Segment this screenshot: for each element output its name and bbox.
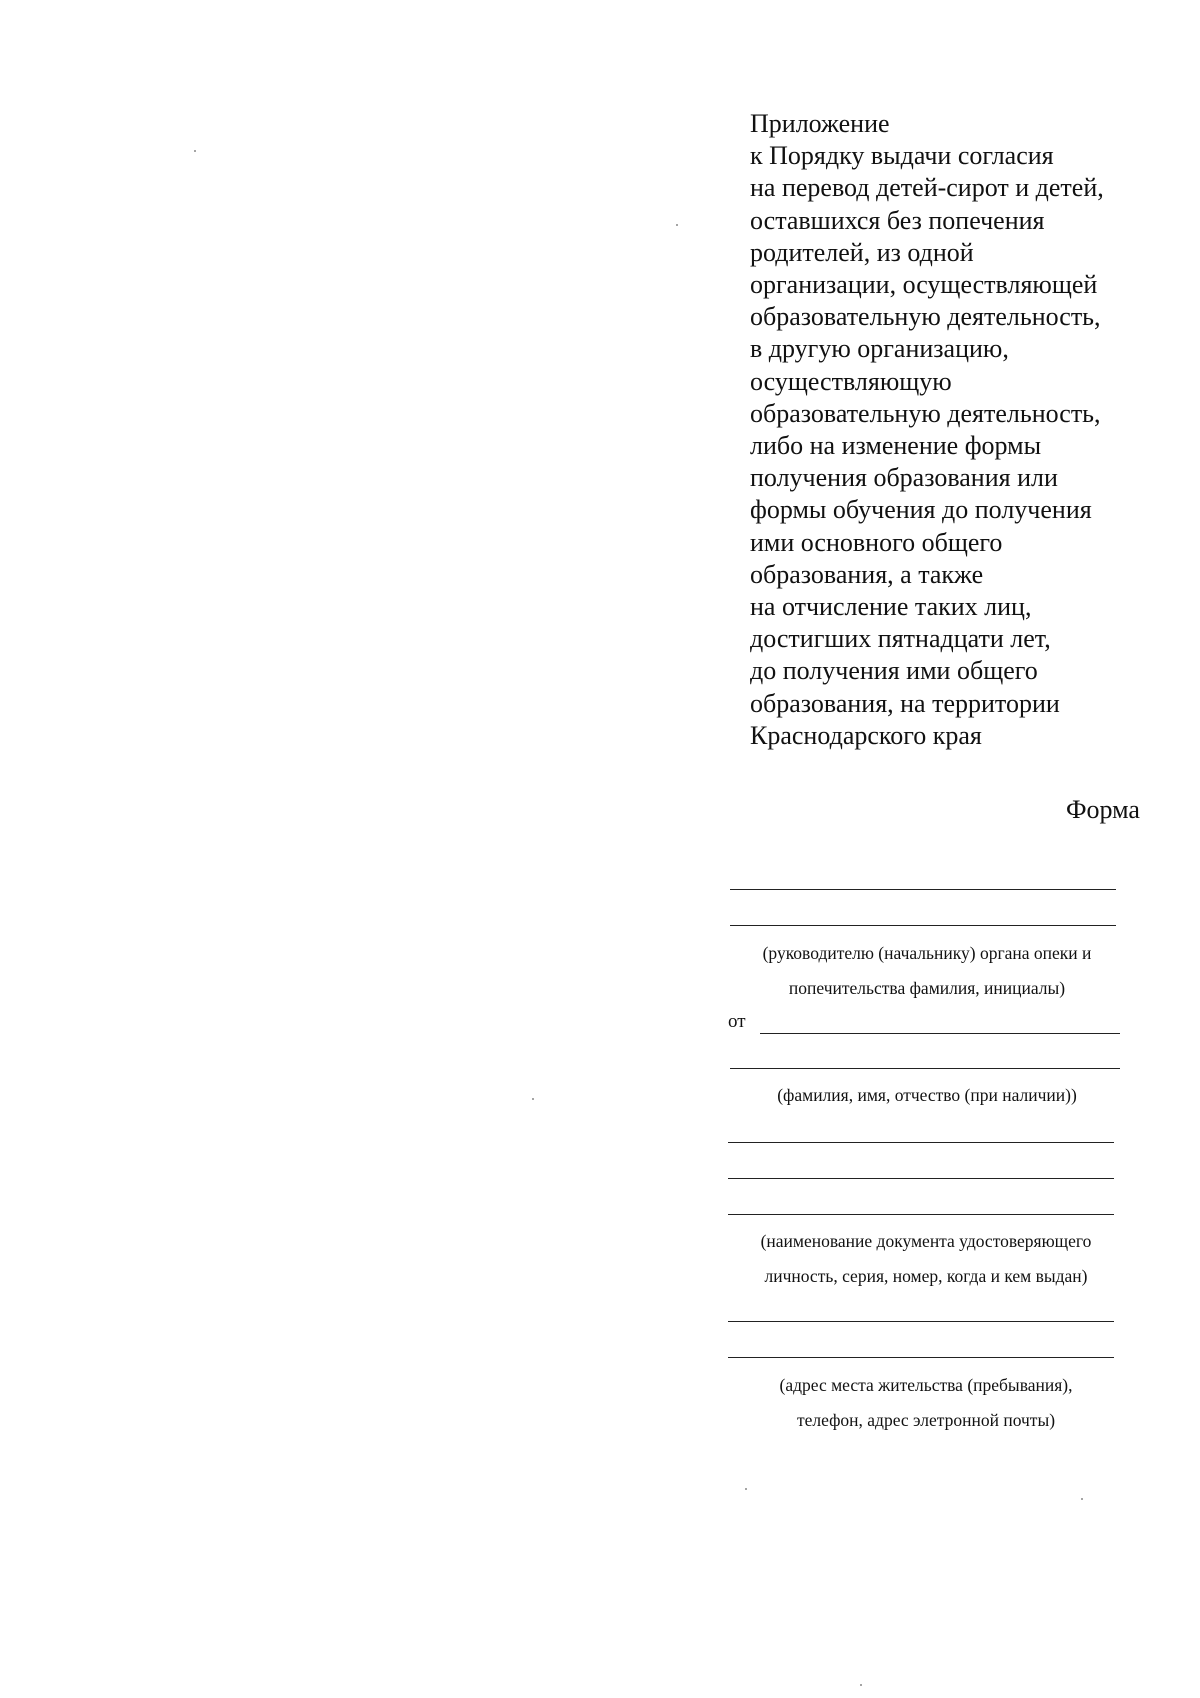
appendix-line: родителей, из одной [750,237,974,267]
from-fill-line[interactable] [730,1068,1120,1069]
address-fill-line[interactable] [728,1357,1114,1358]
scan-speck [745,1488,747,1490]
address-caption: (адрес места жительства (пребывания), [779,1375,1073,1395]
from-caption: (фамилия, имя, отчество (при наличии)) [777,1085,1077,1105]
appendix-line: в другую организацию, [750,334,1009,364]
recipient-caption: попечительства фамилия, инициалы) [788,978,1066,998]
appendix-line: получения образования или [750,463,1058,493]
recipient-caption: (руководителю (начальнику) органа опеки и [762,943,1092,963]
from-label: от [728,1011,746,1032]
scan-speck [676,224,678,226]
appendix-line: на отчисление таких лиц, [750,592,1032,622]
from-fill-line[interactable] [760,1033,1120,1034]
identity-doc-caption: личность, серия, номер, когда и кем выдан) [764,1266,1088,1286]
form-label: Форма [1066,795,1140,824]
scan-speck [532,1098,534,1100]
address-caption: телефон, адрес элетронной почты) [796,1410,1056,1430]
appendix-line: оставшихся без попечения [750,205,1045,235]
appendix-line: ими основного общего [750,527,1003,557]
appendix-line: осуществляющую [750,366,952,396]
appendix-line: формы обучения до получения [750,495,1092,525]
address-fill-line[interactable] [728,1321,1114,1322]
appendix-header [750,108,1170,752]
appendix-line: до получения ими общего [750,656,1038,686]
appendix-line: образовательную деятельность, [750,398,1101,428]
identity-doc-fill-line[interactable] [728,1142,1114,1143]
appendix-line: либо на изменение формы [750,431,1042,461]
appendix-line: организации, осуществляющей [750,270,1098,300]
appendix-line: достигших пятнадцати лет, [750,624,1051,654]
appendix-line: образования, на территории [750,688,1060,718]
appendix-line: к Порядку выдачи согласия [750,141,1054,171]
appendix-line: Краснодарского края [750,720,982,750]
appendix-line: Приложение [750,109,890,138]
appendix-line: образовательную деятельность, [750,302,1101,332]
identity-doc-fill-line[interactable] [728,1178,1114,1179]
scan-speck [194,150,196,152]
appendix-line: на перевод детей-сирот и детей, [750,173,1104,203]
appendix-line: образования, а также [750,559,984,589]
recipient-fill-line[interactable] [730,889,1116,890]
identity-doc-fill-line[interactable] [728,1214,1114,1215]
scan-speck [1081,1498,1083,1500]
recipient-fill-line[interactable] [730,925,1116,926]
identity-doc-caption: (наименование документа удостоверяющего [760,1231,1092,1251]
scan-speck [860,1684,862,1686]
